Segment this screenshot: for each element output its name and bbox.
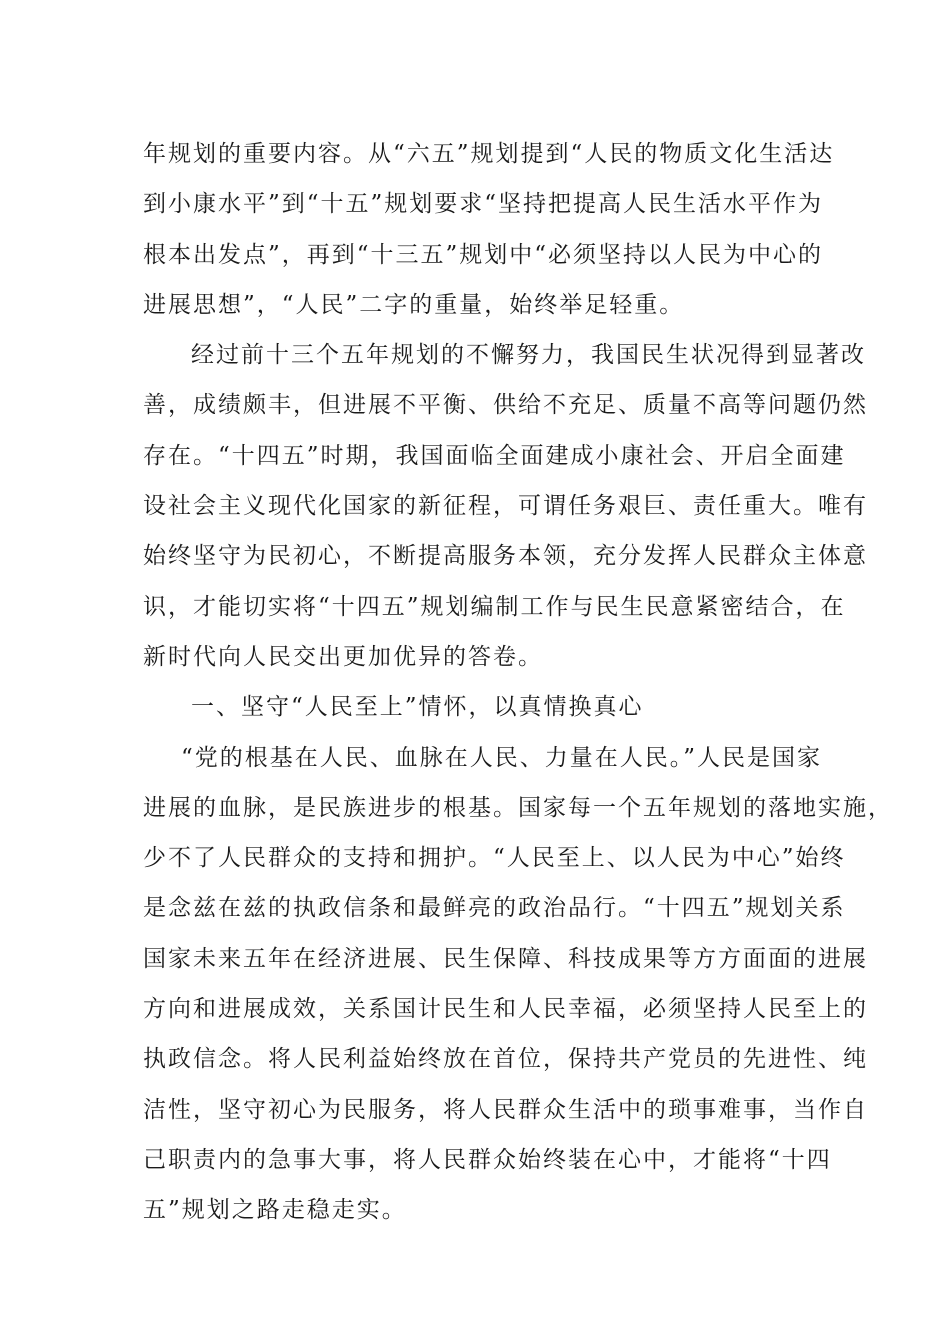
paragraph-line: 洁性，坚守初心为民服务，将人民群众生活中的琐事难事，当作自 xyxy=(143,1096,868,1123)
paragraph-line: 己职责内的急事大事，将人民群众始终装在心中，才能将“十四 xyxy=(143,1146,832,1173)
paragraph-line: 进展的血脉，是民族进步的根基。国家每一个五年规划的落地实施， xyxy=(143,794,893,821)
paragraph-line: 识，才能切实将“十四五”规划编制工作与民生民意紧密结合，在 xyxy=(143,593,846,620)
paragraph-line: 少不了人民群众的支持和拥护。“人民至上、以人民为中心”始终 xyxy=(143,845,846,872)
paragraph-line: 执政信念。将人民利益始终放在首位，保持共产党员的先进性、纯 xyxy=(143,1046,868,1073)
paragraph-line: 是念兹在兹的执政信条和最鲜亮的政治品行。“十四五”规划关系 xyxy=(143,895,846,922)
paragraph-line: 国家未来五年在经济进展、民生保障、科技成果等方方面面的进展 xyxy=(143,945,868,972)
paragraph-line: 设社会主义现代化国家的新征程，可谓任务艰巨、责任重大。唯有 xyxy=(143,493,868,520)
paragraph-line: 方向和进展成效，关系国计民生和人民幸福，必须坚持人民至上的 xyxy=(143,996,868,1023)
paragraph-line: 善，成绩颇丰，但进展不平衡、供给不充足、质量不高等问题仍然 xyxy=(143,392,868,419)
paragraph-line: 进展思想”，“人民”二字的重量，始终举足轻重。 xyxy=(143,291,685,318)
paragraph-line: 经过前十三个五年规划的不懈努力，我国民生状况得到显著改 xyxy=(191,342,866,369)
paragraph-line: 根本出发点”，再到“十三五”规划中“必须坚持以人民为中心的 xyxy=(143,241,824,268)
document-body xyxy=(143,129,893,1236)
paragraph-line: 始终坚守为民初心，不断提高服务本领，充分发挥人民群众主体意 xyxy=(143,543,868,570)
paragraph-line: 五”规划之路走稳走实。 xyxy=(143,1197,407,1224)
paragraph-line: 存在。“十四五”时期，我国面临全面建成小康社会、开启全面建 xyxy=(143,442,846,469)
section-heading: 一、坚守“人民至上”情怀，以真情换真心 xyxy=(191,694,644,721)
paragraph-line: “党的根基在人民、血脉在人民、力量在人民。”人民是国家 xyxy=(181,744,823,771)
paragraph-line: 到小康水平”到“十五”规划要求“坚持把提高人民生活水平作为 xyxy=(143,191,824,218)
paragraph-line: 新时代向人民交出更加优异的答卷。 xyxy=(143,643,543,670)
paragraph-line: 年规划的重要内容。从“六五”规划提到“人民的物质文化生活达 xyxy=(143,141,835,167)
